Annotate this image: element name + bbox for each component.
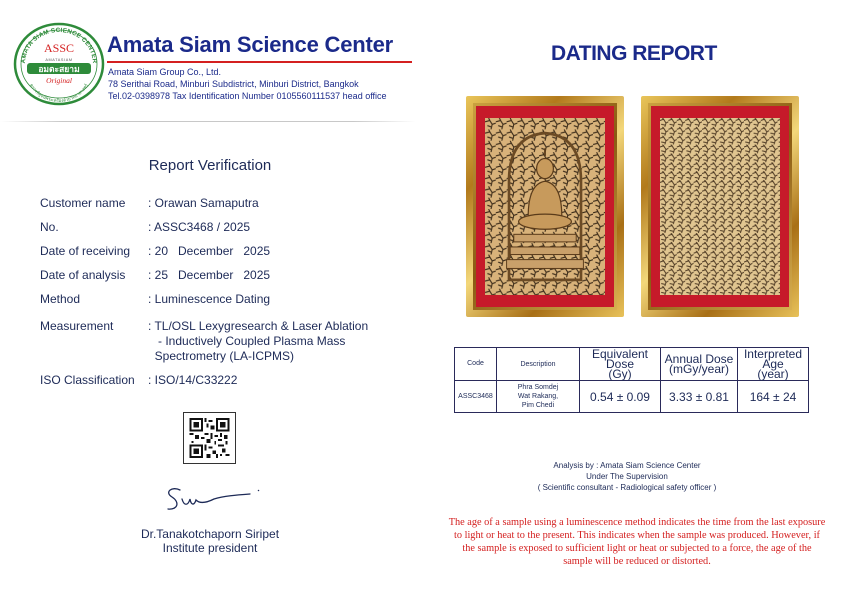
measurement-label: Measurement — [40, 319, 114, 333]
method-label: Method — [40, 292, 81, 306]
assc-logo — [13, 22, 105, 106]
company-address: 78 Serithai Road, Minburi Subdistrict, Minburi District, Bangkok — [108, 79, 359, 89]
signer-name: Dr.Tanakotchaporn Siripet — [140, 527, 280, 541]
logo-mid-text: AMATASIAM — [45, 58, 73, 62]
table-row — [455, 381, 809, 413]
amulet-back-photo — [641, 96, 799, 317]
report-number-value: : ASSC3468 / 2025 — [148, 220, 251, 234]
cell-interpreted-age: 164 ± 24 — [738, 381, 809, 413]
logo-bottom-text: ตรวจพิสูจน์พระเครื่องด้วยวิทยาศาสตร์ — [29, 82, 89, 104]
logo-top-text: AMATA SIAM SCIENCE CENTER — [19, 26, 99, 64]
date-analysis-label: Date of analysis — [40, 268, 126, 282]
iso-label: ISO Classification — [40, 373, 135, 387]
header-description: Description — [497, 348, 580, 381]
method-value: : Luminescence Dating — [148, 292, 271, 306]
logo-badge: Original — [46, 76, 72, 85]
header-annual-dose: Annual Dose (mGy/year) — [661, 348, 738, 381]
dating-results-table — [454, 347, 809, 413]
iso-value: : ISO/14/C33222 — [148, 373, 238, 387]
amulet-front-photo — [466, 96, 624, 317]
analysis-supervision: Under The Supervision — [586, 472, 668, 481]
amulet-front-image — [485, 118, 605, 295]
customer-name-value: : Orawan Samaputra — [148, 196, 259, 210]
measurement-value: : TL/OSL Lexygresearch & Laser Ablation - Inductively Coupled Plasma Mass Spectrometry (LA-ICPMS) — [148, 319, 369, 363]
report-title: DATING REPORT — [551, 42, 717, 65]
date-received-value: : 20 December 2025 — [148, 244, 271, 258]
date-analysis-value: : 25 December 2025 — [148, 268, 271, 282]
logo-brand: อมตะสยาม — [38, 65, 80, 75]
header-code: Code — [455, 348, 497, 381]
header-divider — [0, 121, 416, 122]
verification-title: Report Verification — [148, 157, 272, 174]
amulet-back-image — [660, 118, 780, 295]
verification-qr-code[interactable] — [183, 412, 236, 464]
cell-annual-dose: 3.33 ± 0.81 — [661, 381, 738, 413]
signer-title: Institute president — [162, 541, 258, 555]
header-equivalent-dose: Equivalent Dose (Gy) — [580, 348, 661, 381]
logo-acronym: ASSC — [43, 41, 75, 55]
cell-code: ASSC3468 — [455, 381, 497, 413]
cell-description: Phra Somdej Wat Rakang, Pim Chedi — [497, 381, 580, 413]
analysis-by: Analysis by : Amata Siam Science Center — [553, 461, 701, 470]
org-name: Amata Siam Science Center — [107, 32, 394, 57]
customer-name-label: Customer name — [40, 196, 126, 210]
analysis-consultant: ( Scientific consultant - Radiological safety officer ) — [537, 483, 717, 492]
org-underline — [107, 61, 412, 63]
signature-image — [158, 482, 268, 522]
company-contact: Tel.02-0398978 Tax Identification Number 0105560111537 head office — [108, 91, 387, 101]
report-number-label: No. — [40, 220, 59, 234]
disclaimer-note: The age of a sample using a luminescence method indicates the time from the last exposure to light or heat to the present. This indicates when the sample was produced. However, if the sample is exposed to sufficient light or heat or subjected to a force, the age of the sample will be reduced or distorted. — [448, 517, 826, 567]
header-interpreted-age: Interpreted Age (year) — [738, 348, 809, 381]
date-received-label: Date of receiving — [40, 244, 131, 258]
table-header-row — [455, 348, 809, 381]
cell-equivalent-dose: 0.54 ± 0.09 — [580, 381, 661, 413]
qr-icon — [189, 418, 230, 458]
company-name: Amata Siam Group Co., Ltd. — [108, 67, 222, 77]
